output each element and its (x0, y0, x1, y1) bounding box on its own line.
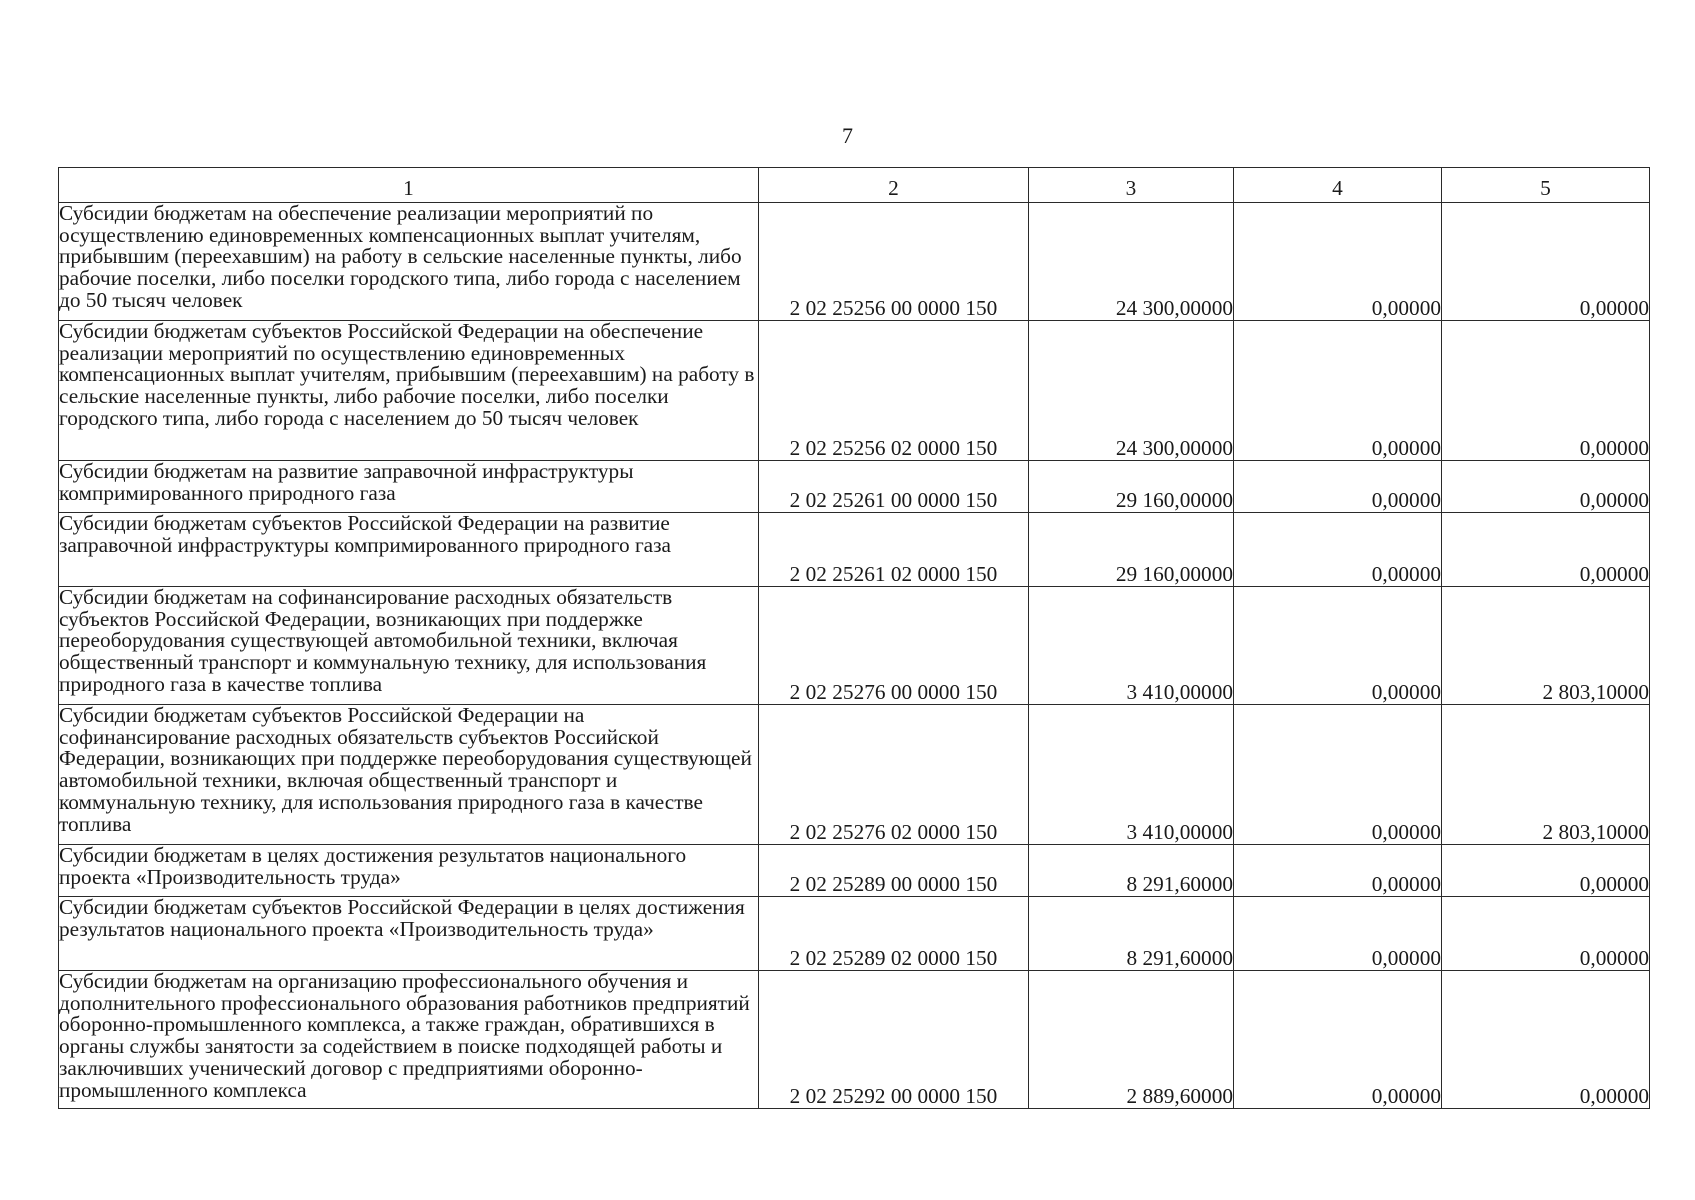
row-amount-col4: 0,00000 (1234, 705, 1442, 845)
table-row (59, 461, 1650, 513)
row-code: 2 02 25292 00 0000 150 (759, 971, 1029, 1109)
row-description: Субсидии бюджетам на софинансирование расходных обязательств субъектов Российской Федерации, возникающих при поддержке переоборудования существующей автомобильной техники, включая общественный транспорт и коммунальную технику, для использования природного газа в качестве топлива (59, 587, 759, 705)
row-amount-col4: 0,00000 (1234, 587, 1442, 705)
row-amount-col4: 0,00000 (1234, 897, 1442, 971)
column-header-2: 2 (759, 168, 1029, 203)
row-code: 2 02 25289 00 0000 150 (759, 845, 1029, 897)
row-amount-col5: 0,00000 (1442, 461, 1650, 513)
row-amount-col5: 0,00000 (1442, 897, 1650, 971)
row-amount-col3: 8 291,60000 (1029, 845, 1234, 897)
row-amount-col4: 0,00000 (1234, 461, 1442, 513)
row-amount-col4: 0,00000 (1234, 971, 1442, 1109)
row-amount-col3: 29 160,00000 (1029, 461, 1234, 513)
row-amount-col4: 0,00000 (1234, 845, 1442, 897)
table-row (59, 321, 1650, 461)
row-description: Субсидии бюджетам субъектов Российской Федерации на развитие заправочной инфраструктуры компримированного природного газа (59, 513, 759, 587)
row-description: Субсидии бюджетам на развитие заправочной инфраструктуры компримированного природного газа (59, 461, 759, 513)
row-amount-col5: 0,00000 (1442, 321, 1650, 461)
row-amount-col3: 3 410,00000 (1029, 705, 1234, 845)
column-header-4: 4 (1234, 168, 1442, 203)
table-row (59, 705, 1650, 845)
table-row (59, 845, 1650, 897)
row-code: 2 02 25256 00 0000 150 (759, 203, 1029, 321)
table-row (59, 203, 1650, 321)
row-description: Субсидии бюджетам на организацию профессионального обучения и дополнительного профессионального образования работников предприятий оборонно-промышленного комплекса, а также граждан, обратившихся в органы службы занятости за содействием в поиске подходящей работы и заключивших ученический договор с предприятиями оборонно-промышленного комплекса (59, 971, 759, 1109)
row-description: Субсидии бюджетам субъектов Российской Федерации на обеспечение реализации мероприятий по осуществлению единовременных компенсационных выплат учителям, прибывшим (переехавшим) на работу в сельские населенные пункты, либо рабочие поселки, либо поселки городского типа, либо города с населением до 50 тысяч человек (59, 321, 759, 461)
column-header-1: 1 (59, 168, 759, 203)
row-code: 2 02 25261 00 0000 150 (759, 461, 1029, 513)
row-amount-col3: 2 889,60000 (1029, 971, 1234, 1109)
row-description: Субсидии бюджетам на обеспечение реализации мероприятий по осуществлению единовременных компенсационных выплат учителям, прибывшим (переехавшим) на работу в сельские населенные пункты, либо рабочие поселки, либо поселки городского типа, либо города с населением до 50 тысяч человек (59, 203, 759, 321)
page-number: 7 (842, 123, 853, 148)
table-row (59, 513, 1650, 587)
row-code: 2 02 25289 02 0000 150 (759, 897, 1029, 971)
row-amount-col3: 3 410,00000 (1029, 587, 1234, 705)
row-amount-col3: 29 160,00000 (1029, 513, 1234, 587)
row-amount-col3: 8 291,60000 (1029, 897, 1234, 971)
row-amount-col5: 0,00000 (1442, 845, 1650, 897)
table-row (59, 971, 1650, 1109)
row-amount-col4: 0,00000 (1234, 513, 1442, 587)
row-description: Субсидии бюджетам субъектов Российской Федерации на софинансирование расходных обязательств субъектов Российской Федерации, возникающих при поддержке переоборудования существующей автомобильной техники, включая общественный транспорт и коммунальную технику, для использования природного газа в качестве топлива (59, 705, 759, 845)
table-row (59, 587, 1650, 705)
row-amount-col4: 0,00000 (1234, 203, 1442, 321)
row-amount-col5: 0,00000 (1442, 513, 1650, 587)
row-amount-col5: 0,00000 (1442, 971, 1650, 1109)
row-code: 2 02 25276 02 0000 150 (759, 705, 1029, 845)
column-number-row (59, 168, 1650, 203)
row-description: Субсидии бюджетам в целях достижения результатов национального проекта «Производительность труда» (59, 845, 759, 897)
row-code: 2 02 25256 02 0000 150 (759, 321, 1029, 461)
row-amount-col3: 24 300,00000 (1029, 321, 1234, 461)
row-description: Субсидии бюджетам субъектов Российской Федерации в целях достижения результатов национального проекта «Производительность труда» (59, 897, 759, 971)
row-amount-col4: 0,00000 (1234, 321, 1442, 461)
row-amount-col5: 2 803,10000 (1442, 587, 1650, 705)
column-header-5: 5 (1442, 168, 1650, 203)
column-header-3: 3 (1029, 168, 1234, 203)
row-amount-col5: 0,00000 (1442, 203, 1650, 321)
row-amount-col3: 24 300,00000 (1029, 203, 1234, 321)
row-amount-col5: 2 803,10000 (1442, 705, 1650, 845)
row-code: 2 02 25276 00 0000 150 (759, 587, 1029, 705)
row-code: 2 02 25261 02 0000 150 (759, 513, 1029, 587)
budget-table (58, 167, 1650, 1109)
table-row (59, 897, 1650, 971)
